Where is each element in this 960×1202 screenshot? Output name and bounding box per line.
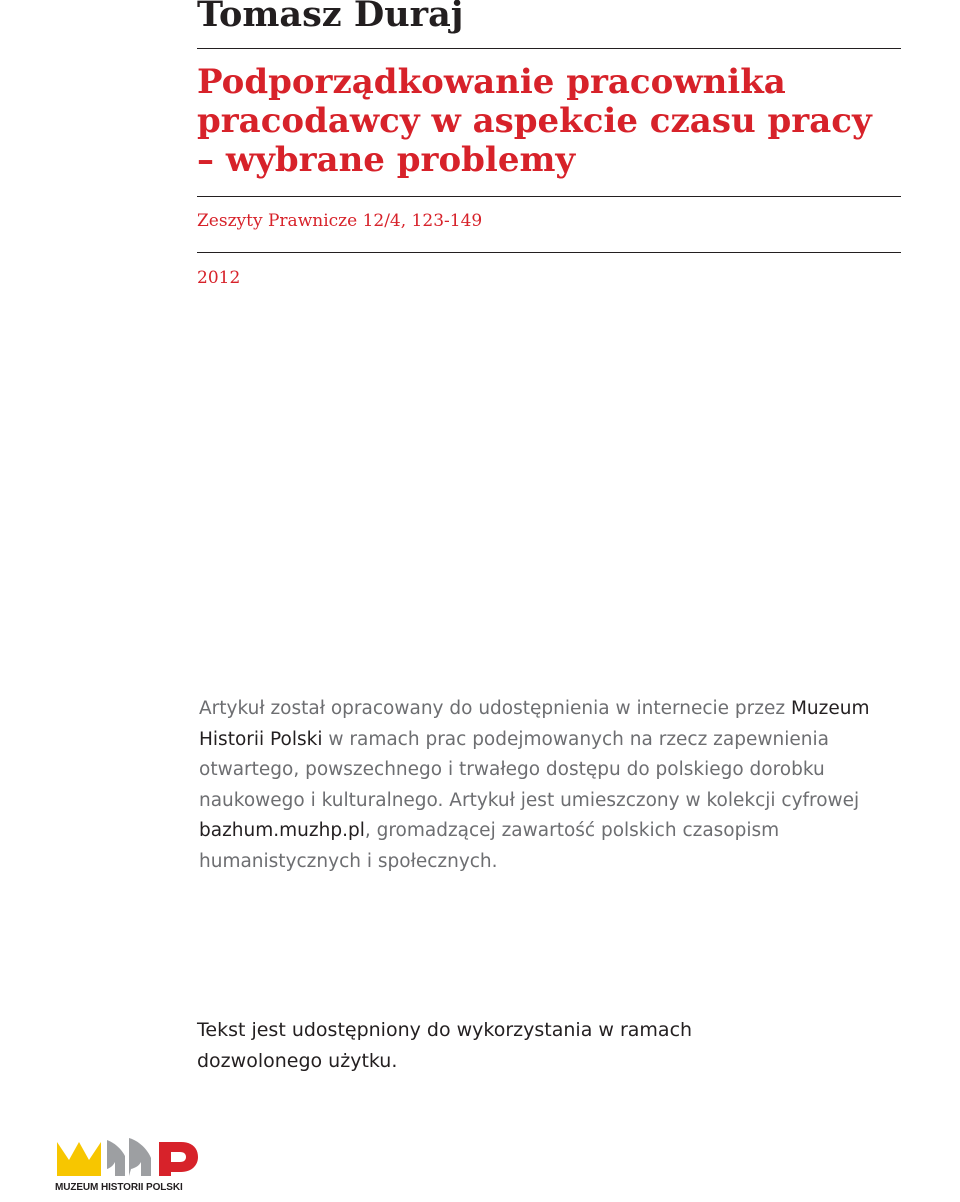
collection-site-link[interactable]: bazhum.muzhp.pl xyxy=(199,820,365,841)
divider-top xyxy=(197,48,901,49)
divider-middle xyxy=(197,196,901,197)
usage-notice: Tekst jest udostępniony do wykorzystania w ramach dozwolonego użytku. xyxy=(197,1019,693,1072)
author-name: Tomasz Duraj xyxy=(197,0,464,35)
institution-name: Muzeum Historii Polski xyxy=(199,698,870,750)
museum-logo-text: MUZEUM HISTORII POLSKI xyxy=(55,1182,183,1193)
article-title: Podporządkowanie pracownika pracodawcy w aspekcie czasu pracy – wybrane problemy xyxy=(197,62,872,180)
digitization-notice xyxy=(199,694,879,877)
notice-text-3: , gromadzącej zawartość polskich czasopism humanistycznych i społecznych. xyxy=(199,820,780,872)
notice-text-2: w ramach prac podejmowanych na rzecz zapewnienia otwartego, powszechnego i trwałego dostępu do polskiego dorobku naukowego i kulturalnego. Artykuł jest umieszczony w kolekcji cyfrowej xyxy=(199,728,860,811)
notice-text-1: Artykuł został opracowany do udostępnienia w internecie przez xyxy=(199,698,791,719)
museum-logo xyxy=(55,1136,205,1196)
divider-bottom xyxy=(197,252,901,253)
museum-logo-icon xyxy=(55,1136,205,1182)
journal-reference: Zeszyty Prawnicze 12/4, 123-149 xyxy=(197,211,483,231)
publication-year: 2012 xyxy=(197,268,241,288)
